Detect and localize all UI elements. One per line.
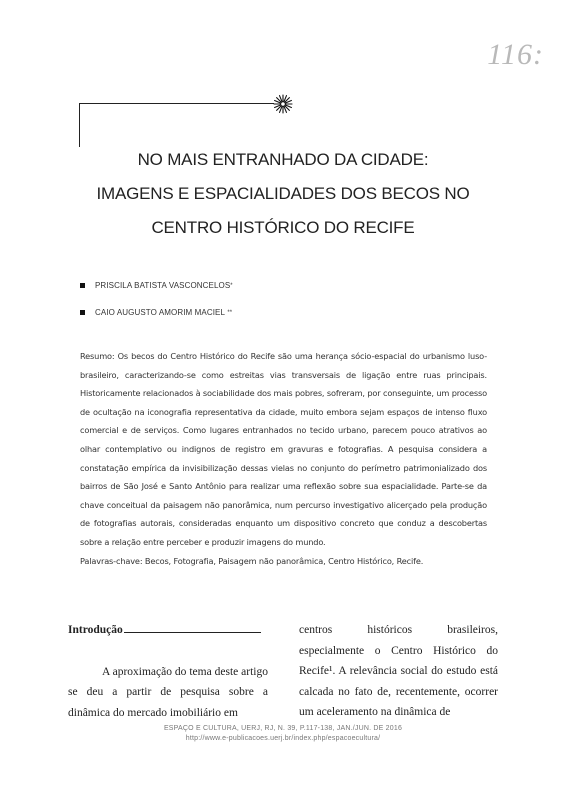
title-line: NO MAIS ENTRANHADO DA CIDADE:	[137, 150, 429, 169]
author-name: CAIO AUGUSTO AMORIM MACIEL	[95, 308, 226, 317]
abstract-text: Resumo: Os becos do Centro Histórico do Recife são uma herança sócio-espacial do urbanismo luso-brasileiro, caracterizando-se como estreitas vias transversais de ligação entre ruas principais. Historicamente relacionados à sociabilidade dos mais pobres, sofreram, por conseguinte, um processo de ocultação na iconografia representativa da cidade, muito embora sejam espaços de intenso fluxo comercial e de serviços. Como lugares entranhados no tecido urbano, parecem pouco atrativos ao olhar contemplativo ou indignos de registro em gravuras e fotografias. A pesquisa considera a constatação empírica da invisibilização dessas vielas no conjunto do perímetro patrimonializado dos bairros de São José e Santo Antônio para realizar uma reflexão sobre sua espacialidade. Parte-se da chave conceitual da paisagem não panorâmica, num percurso investigativo alicerçado pela produção de fotografias autorais, consideradas enquanto um dispositivo concreto que conduz a descobertas sobre a relação entre perceber e produzir imagens do mundo.	[80, 351, 487, 547]
decorative-vertical-rule	[79, 103, 80, 147]
page-footer	[0, 724, 566, 744]
intro-paragraph-continued: centros históricos brasileiros, especialmente o Centro Histórico do Recife¹. A relevância social do estudo está calcada no fato de, recentemente, ocorrer um aceleramento na dinâmica de	[299, 624, 498, 718]
title-line: CENTRO HISTÓRICO DO RECIFE	[151, 218, 415, 237]
starburst-ornament-icon	[273, 94, 293, 114]
article-title	[40, 143, 526, 245]
author-item	[80, 272, 233, 299]
author-name: PRISCILA BATISTA VASCONCELOS	[95, 281, 231, 290]
author-item	[80, 299, 233, 326]
page-number: 116:	[487, 38, 544, 71]
journal-citation: ESPAÇO E CULTURA, UERJ, RJ, N. 39, P.117-138, JAN./JUN. DE 2016	[163, 725, 403, 732]
intro-paragraph: A aproximação do tema deste artigo se deu a partir de pesquisa sobre a dinâmica do mercado imobiliário em	[68, 665, 268, 719]
journal-url: http://www.e-publicacoes.uerj.br/index.php/espacoecultura/	[185, 735, 381, 742]
bullet-icon	[80, 283, 85, 288]
author-footnote-mark: **	[227, 309, 233, 316]
abstract	[80, 347, 487, 570]
decorative-horizontal-rule	[79, 103, 274, 104]
author-list	[80, 272, 233, 326]
author-footnote-mark: *	[230, 282, 233, 289]
right-column	[299, 620, 498, 723]
title-line: IMAGENS E ESPACIALIDADES DOS BECOS NO	[96, 184, 470, 203]
heading-underline	[124, 624, 261, 633]
bullet-icon	[80, 310, 85, 315]
introduction-heading: Introdução	[68, 624, 123, 636]
left-column	[68, 620, 268, 723]
section-heading	[68, 620, 268, 641]
keywords: Palavras-chave: Becos, Fotografia, Paisagem não panorâmica, Centro Histórico, Recife.	[80, 555, 424, 566]
